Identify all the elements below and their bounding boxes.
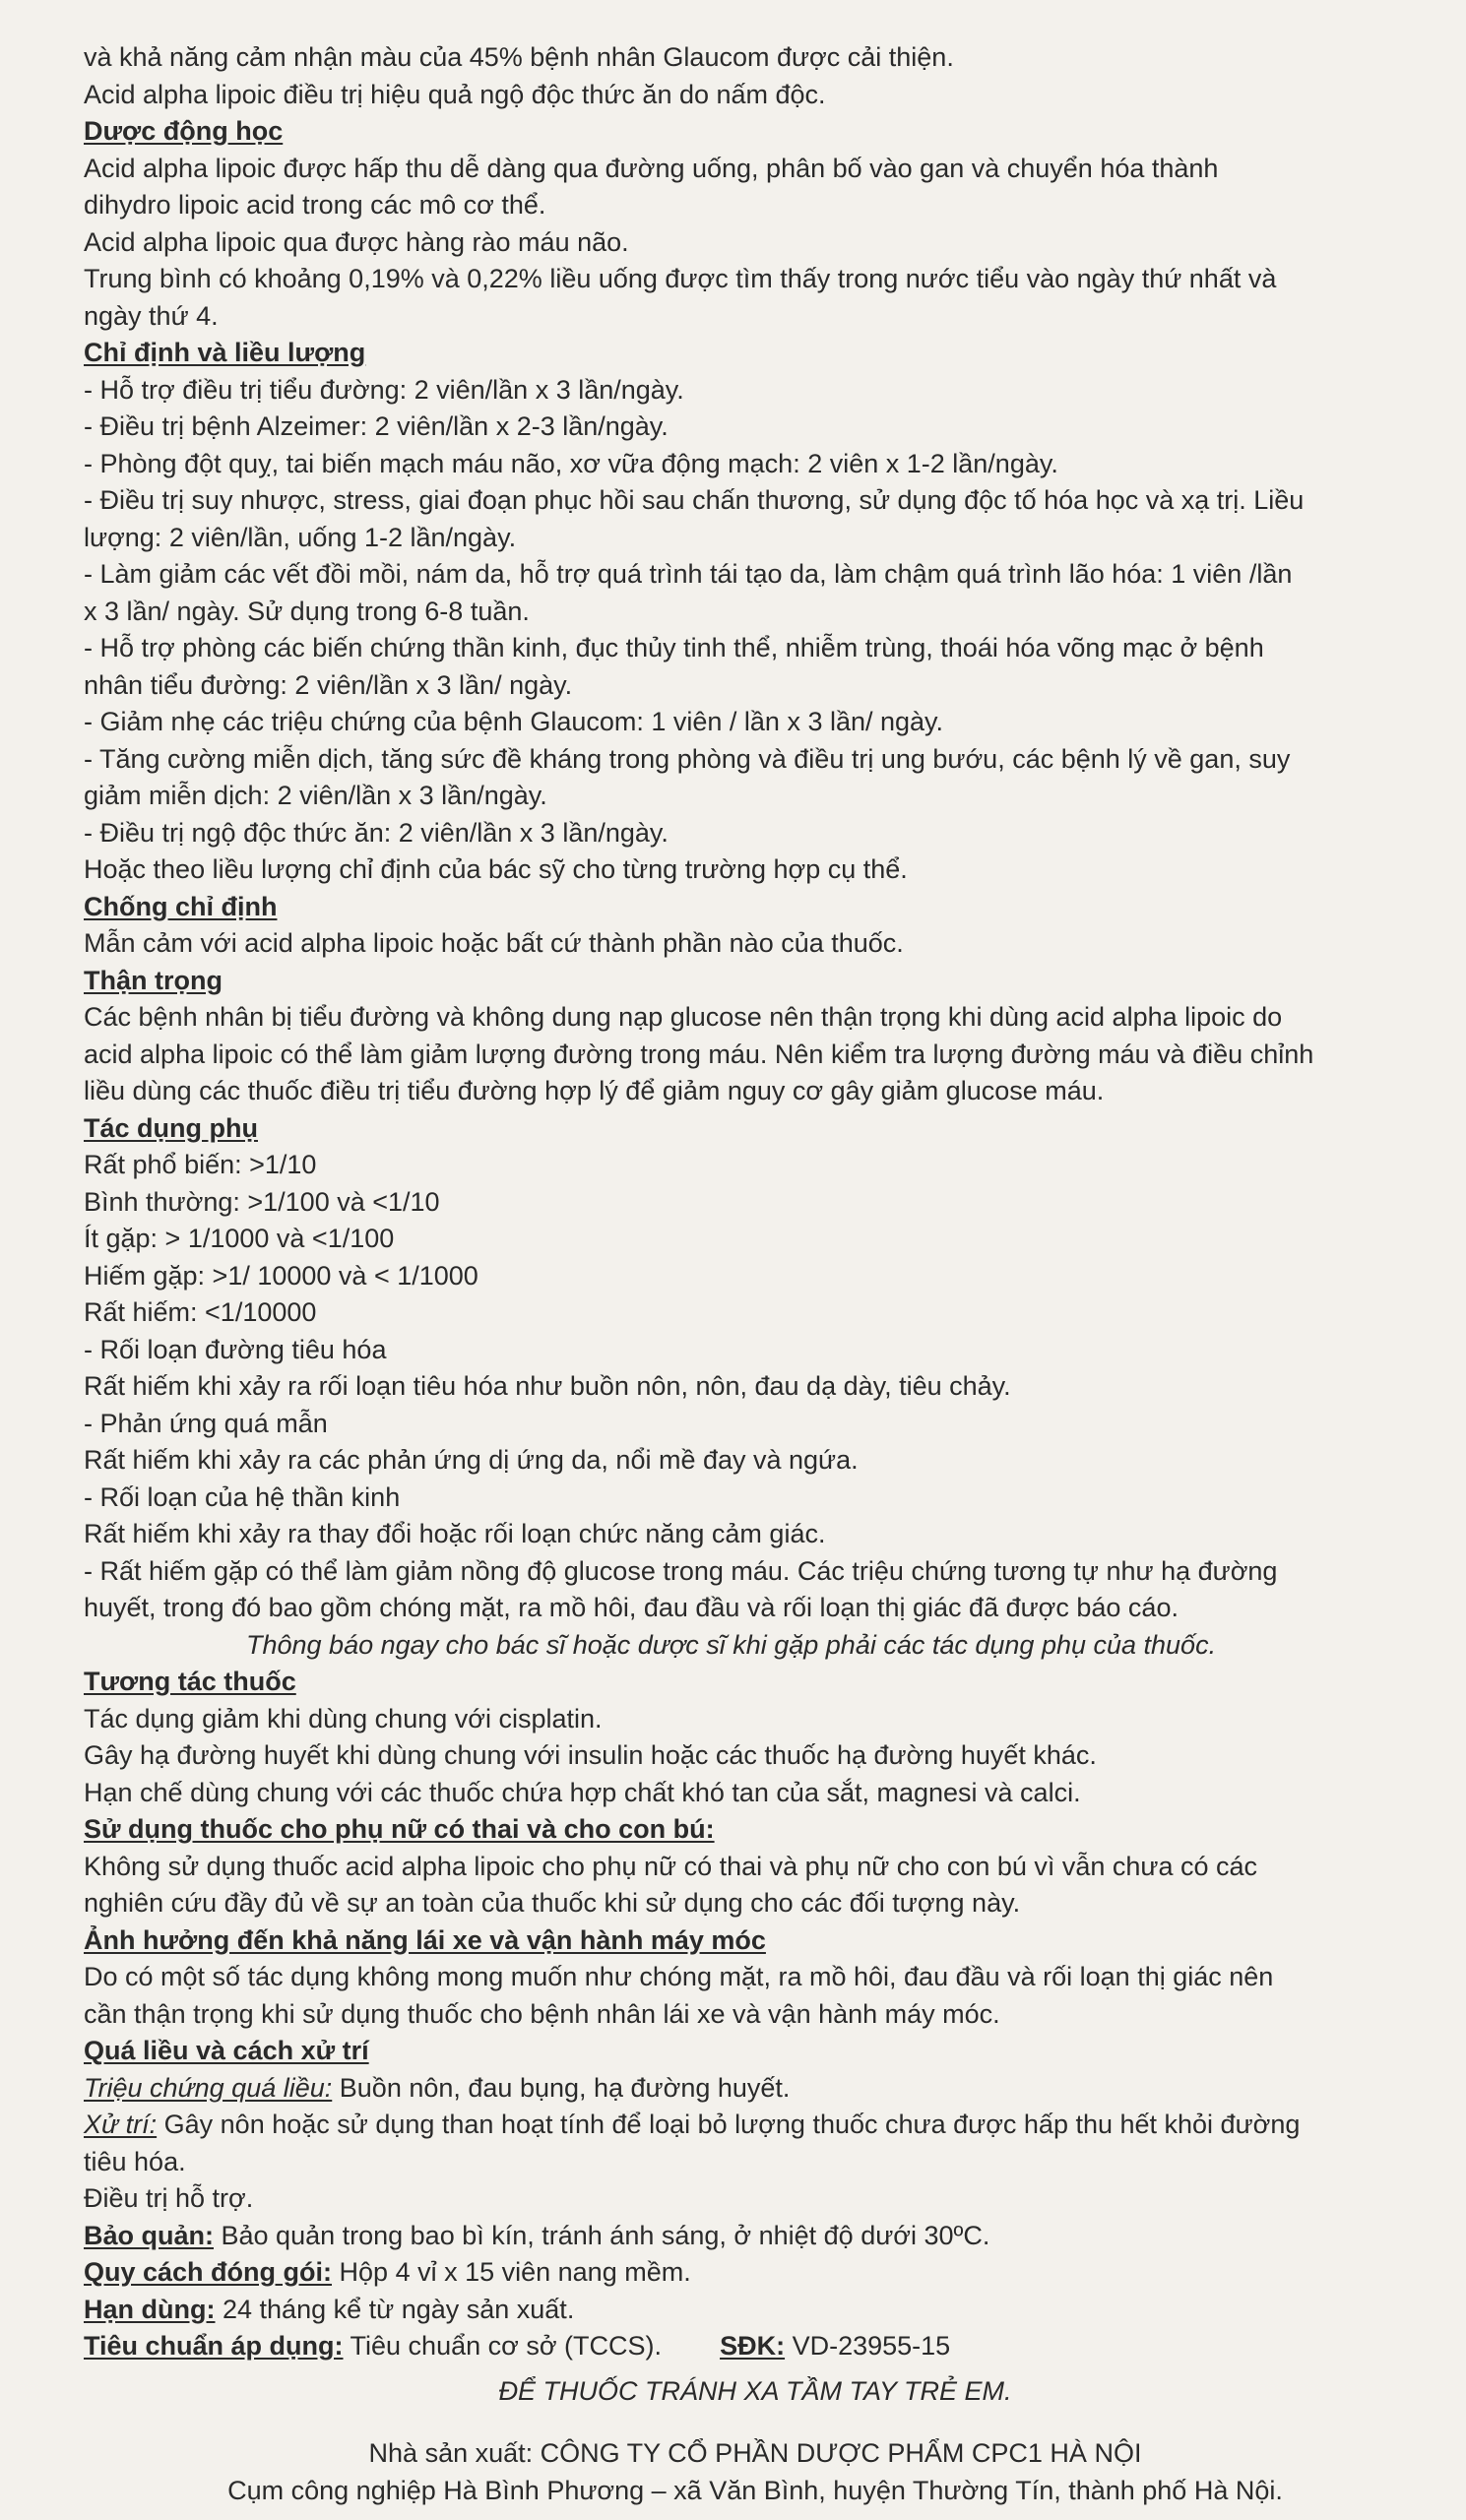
text-line: - Điều trị ngộ độc thức ăn: 2 viên/lần x 3 lần/ngày. [84,817,669,848]
heading-side-effects: Tác dụng phụ [84,1112,258,1143]
text-line: ngày thứ 4. [84,300,219,331]
text-line: Tác dụng giảm khi dùng chung với cisplatin. [84,1703,603,1733]
text-line: Hoặc theo liều lượng chỉ định của bác sỹ cho từng trường hợp cụ thể. [84,854,908,884]
children-warning: ĐỂ THUỐC TRÁNH XA TẦM TAY TRẺ EM. [498,2375,1012,2406]
heading-pharmacokinetics: Dược động học [84,116,284,146]
packaging-text: Hộp 4 vỉ x 15 viên nang mềm. [339,2257,691,2287]
text-line: Rất hiếm khi xảy ra thay đổi hoặc rối loạn chức năng cảm giác. [84,1519,826,1548]
overdose-symptoms-text: Buồn nôn, đau bụng, hạ đường huyết. [339,2072,791,2103]
shelf-life-line [84,2292,1427,2329]
text-line: - Hỗ trợ phòng các biến chứng thần kinh, đục thủy tinh thể, nhiễm trùng, thoái hóa võng mạc ở bệnh [84,633,1264,662]
text-line: và khả năng cảm nhận màu của 45% bệnh nhân Glaucom được cải thiện. [84,42,954,72]
heading-interactions: Tương tác thuốc [84,1667,296,1696]
text-line: acid alpha lipoic có thể làm giảm lượng đường trong máu. Nên kiểm tra lượng đường máu và điều chỉnh [84,1039,1314,1069]
manufacturer: Nhà sản xuất: CÔNG TY CỔ PHẦN DƯỢC PHẨM CPC1 HÀ NỘI [368,2438,1142,2468]
packaging-label: Quy cách đóng gói: [84,2257,333,2287]
text-line: Acid alpha lipoic điều trị hiệu quả ngộ độc thức ăn do nấm độc. [84,79,826,109]
text-line: - Điều trị bệnh Alzeimer: 2 viên/lần x 2-3 lần/ngày. [84,411,669,441]
heading-precautions: Thận trọng [84,965,223,995]
text-line: dihydro lipoic acid trong các mô cơ thể. [84,190,546,220]
text-line: cần thận trọng khi sử dụng thuốc cho bệnh nhân lái xe và vận hành máy móc. [84,1998,1000,2029]
heading-pregnancy: Sử dụng thuốc cho phụ nữ có thai và cho con bú: [84,1814,715,1844]
text-line: - Rối loạn đường tiêu hóa [84,1334,387,1364]
text-line: - Tăng cường miễn dịch, tăng sức đề kháng trong phòng và điều trị ung bướu, các bệnh lý về gan, suy [84,743,1291,774]
text-line: Rất hiếm khi xảy ra các phản ứng dị ứng da, nổi mề đay và ngứa. [84,1445,859,1475]
heading-overdose: Quá liều và cách xử trí [84,2036,369,2065]
text-line: liều dùng các thuốc điều trị tiểu đường hợp lý để giảm nguy cơ gây giảm glucose máu. [84,1076,1105,1105]
text-line: tiêu hóa. [84,2146,186,2176]
text-line: Rất hiếm: <1/10000 [84,1297,317,1327]
text-line [84,2070,1427,2108]
storage-label: Bảo quản: [84,2220,214,2250]
side-effects-note: Thông báo ngay cho bác sĩ hoặc dược sĩ khi gặp phải các tác dụng phụ của thuốc. [246,1629,1217,1660]
text-line: Rất hiếm khi xảy ra rối loạn tiêu hóa như buồn nôn, nôn, đau dạ dày, tiêu chảy. [84,1371,1011,1401]
text-line: - Điều trị suy nhược, stress, giai đoạn phục hồi sau chấn thương, sử dụng độc tố hóa học và xạ trị. Liều [84,485,1305,515]
text-line: x 3 lần/ ngày. Sử dụng trong 6-8 tuần. [84,596,530,626]
overdose-symptoms-label: Triệu chứng quá liều: [84,2072,333,2103]
text-line: Hạn chế dùng chung với các thuốc chứa hợp chất khó tan của sắt, magnesi và calci. [84,1777,1081,1807]
manufacturer-address: Cụm công nghiệp Hà Bình Phương – xã Văn Bình, huyện Thường Tín, thành phố Hà Nội. [227,2475,1283,2505]
text-line: Hiếm gặp: >1/ 10000 và < 1/1000 [84,1260,478,1291]
text-line: huyết, trong đó bao gồm chóng mặt, ra mồ hôi, đau đầu và rối loạn thị giác đã được báo cáo. [84,1593,1179,1622]
standard-text: Tiêu chuẩn cơ sở (TCCS). [350,2331,663,2361]
text-line [84,2107,1427,2144]
storage-text: Bảo quản trong bao bì kín, tránh ánh sáng, ở nhiệt độ dưới 30ºC. [221,2220,990,2250]
text-line: - Hỗ trợ điều trị tiểu đường: 2 viên/lần x 3 lần/ngày. [84,374,684,405]
heading-driving: Ảnh hưởng đến khả năng lái xe và vận hành máy móc [84,1924,766,1955]
text-line: Bình thường: >1/100 và <1/10 [84,1186,440,1217]
text-line: Trung bình có khoảng 0,19% và 0,22% liều uống được tìm thấy trong nước tiểu vào ngày thứ nhất và [84,264,1277,293]
text-line: - Giảm nhẹ các triệu chứng của bệnh Glaucom: 1 viên / lần x 3 lần/ ngày. [84,707,944,736]
text-line: - Rối loạn của hệ thần kinh [84,1481,401,1512]
text-line: Không sử dụng thuốc acid alpha lipoic cho phụ nữ có thai và phụ nữ cho con bú vì vẫn chưa có các [84,1851,1258,1881]
standard-line [84,2328,1427,2365]
packaging-line [84,2254,1427,2292]
text-line: - Phản ứng quá mẫn [84,1408,328,1438]
text-line: Rất phổ biến: >1/10 [84,1150,317,1179]
treatment-label: Xử trí: [84,2110,158,2139]
text-line: nhân tiểu đường: 2 viên/lần x 3 lần/ ngày. [84,669,573,700]
text-line: Gây hạ đường huyết khi dùng chung với insulin hoặc các thuốc hạ đường huyết khác. [84,1740,1097,1770]
text-line: - Phòng đột quỵ, tai biến mạch máu não, xơ vữa động mạch: 2 viên x 1-2 lần/ngày. [84,448,1058,478]
text-line: Các bệnh nhân bị tiểu đường và không dung nạp glucose nên thận trọng khi dùng acid alpha lipoic do [84,1002,1283,1032]
text-line: Acid alpha lipoic được hấp thu dễ dàng qua đường uống, phân bố vào gan và chuyển hóa thành [84,153,1219,183]
text-line: giảm miễn dịch: 2 viên/lần x 3 lần/ngày. [84,781,547,810]
text-line: nghiên cứu đầy đủ về sự an toàn của thuốc khi sử dụng cho các đối tượng này. [84,1888,1021,1918]
text-line: Acid alpha lipoic qua được hàng rào máu não. [84,226,629,257]
text-line: lượng: 2 viên/lần, uống 1-2 lần/ngày. [84,522,517,552]
heading-indications: Chỉ định và liều lượng [84,338,366,367]
storage-line [84,2218,1427,2255]
shelf-life-text: 24 tháng kể từ ngày sản xuất. [223,2294,575,2324]
reg-no-text: VD-23955-15 [792,2331,951,2361]
shelf-life-label: Hạn dùng: [84,2294,216,2324]
text-line: Do có một số tác dụng không mong muốn như chóng mặt, ra mồ hôi, đau đầu và rối loạn thị giác nên [84,1962,1274,1991]
text-line: Ít gặp: > 1/1000 và <1/100 [84,1224,395,1253]
text-line: - Rất hiếm gặp có thể làm giảm nồng độ glucose trong máu. Các triệu chứng tương tự như hạ đường [84,1555,1278,1586]
heading-contraindications: Chống chỉ định [84,891,278,921]
standard-label: Tiêu chuẩn áp dụng: [84,2331,344,2361]
reg-no-label: SĐK: [720,2331,786,2361]
text-line: Điều trị hỗ trợ. [84,2183,254,2213]
text-line: - Làm giảm các vết đồi mồi, nám da, hỗ trợ quá trình tái tạo da, làm chậm quá trình lão hóa: 1 viên /lần [84,559,1293,589]
text-line: Mẫn cảm với acid alpha lipoic hoặc bất cứ thành phần nào của thuốc. [84,928,904,958]
treatment-text: Gây nôn hoặc sử dụng than hoạt tính để loại bỏ lượng thuốc chưa được hấp thu hết khỏi đường [163,2110,1301,2139]
